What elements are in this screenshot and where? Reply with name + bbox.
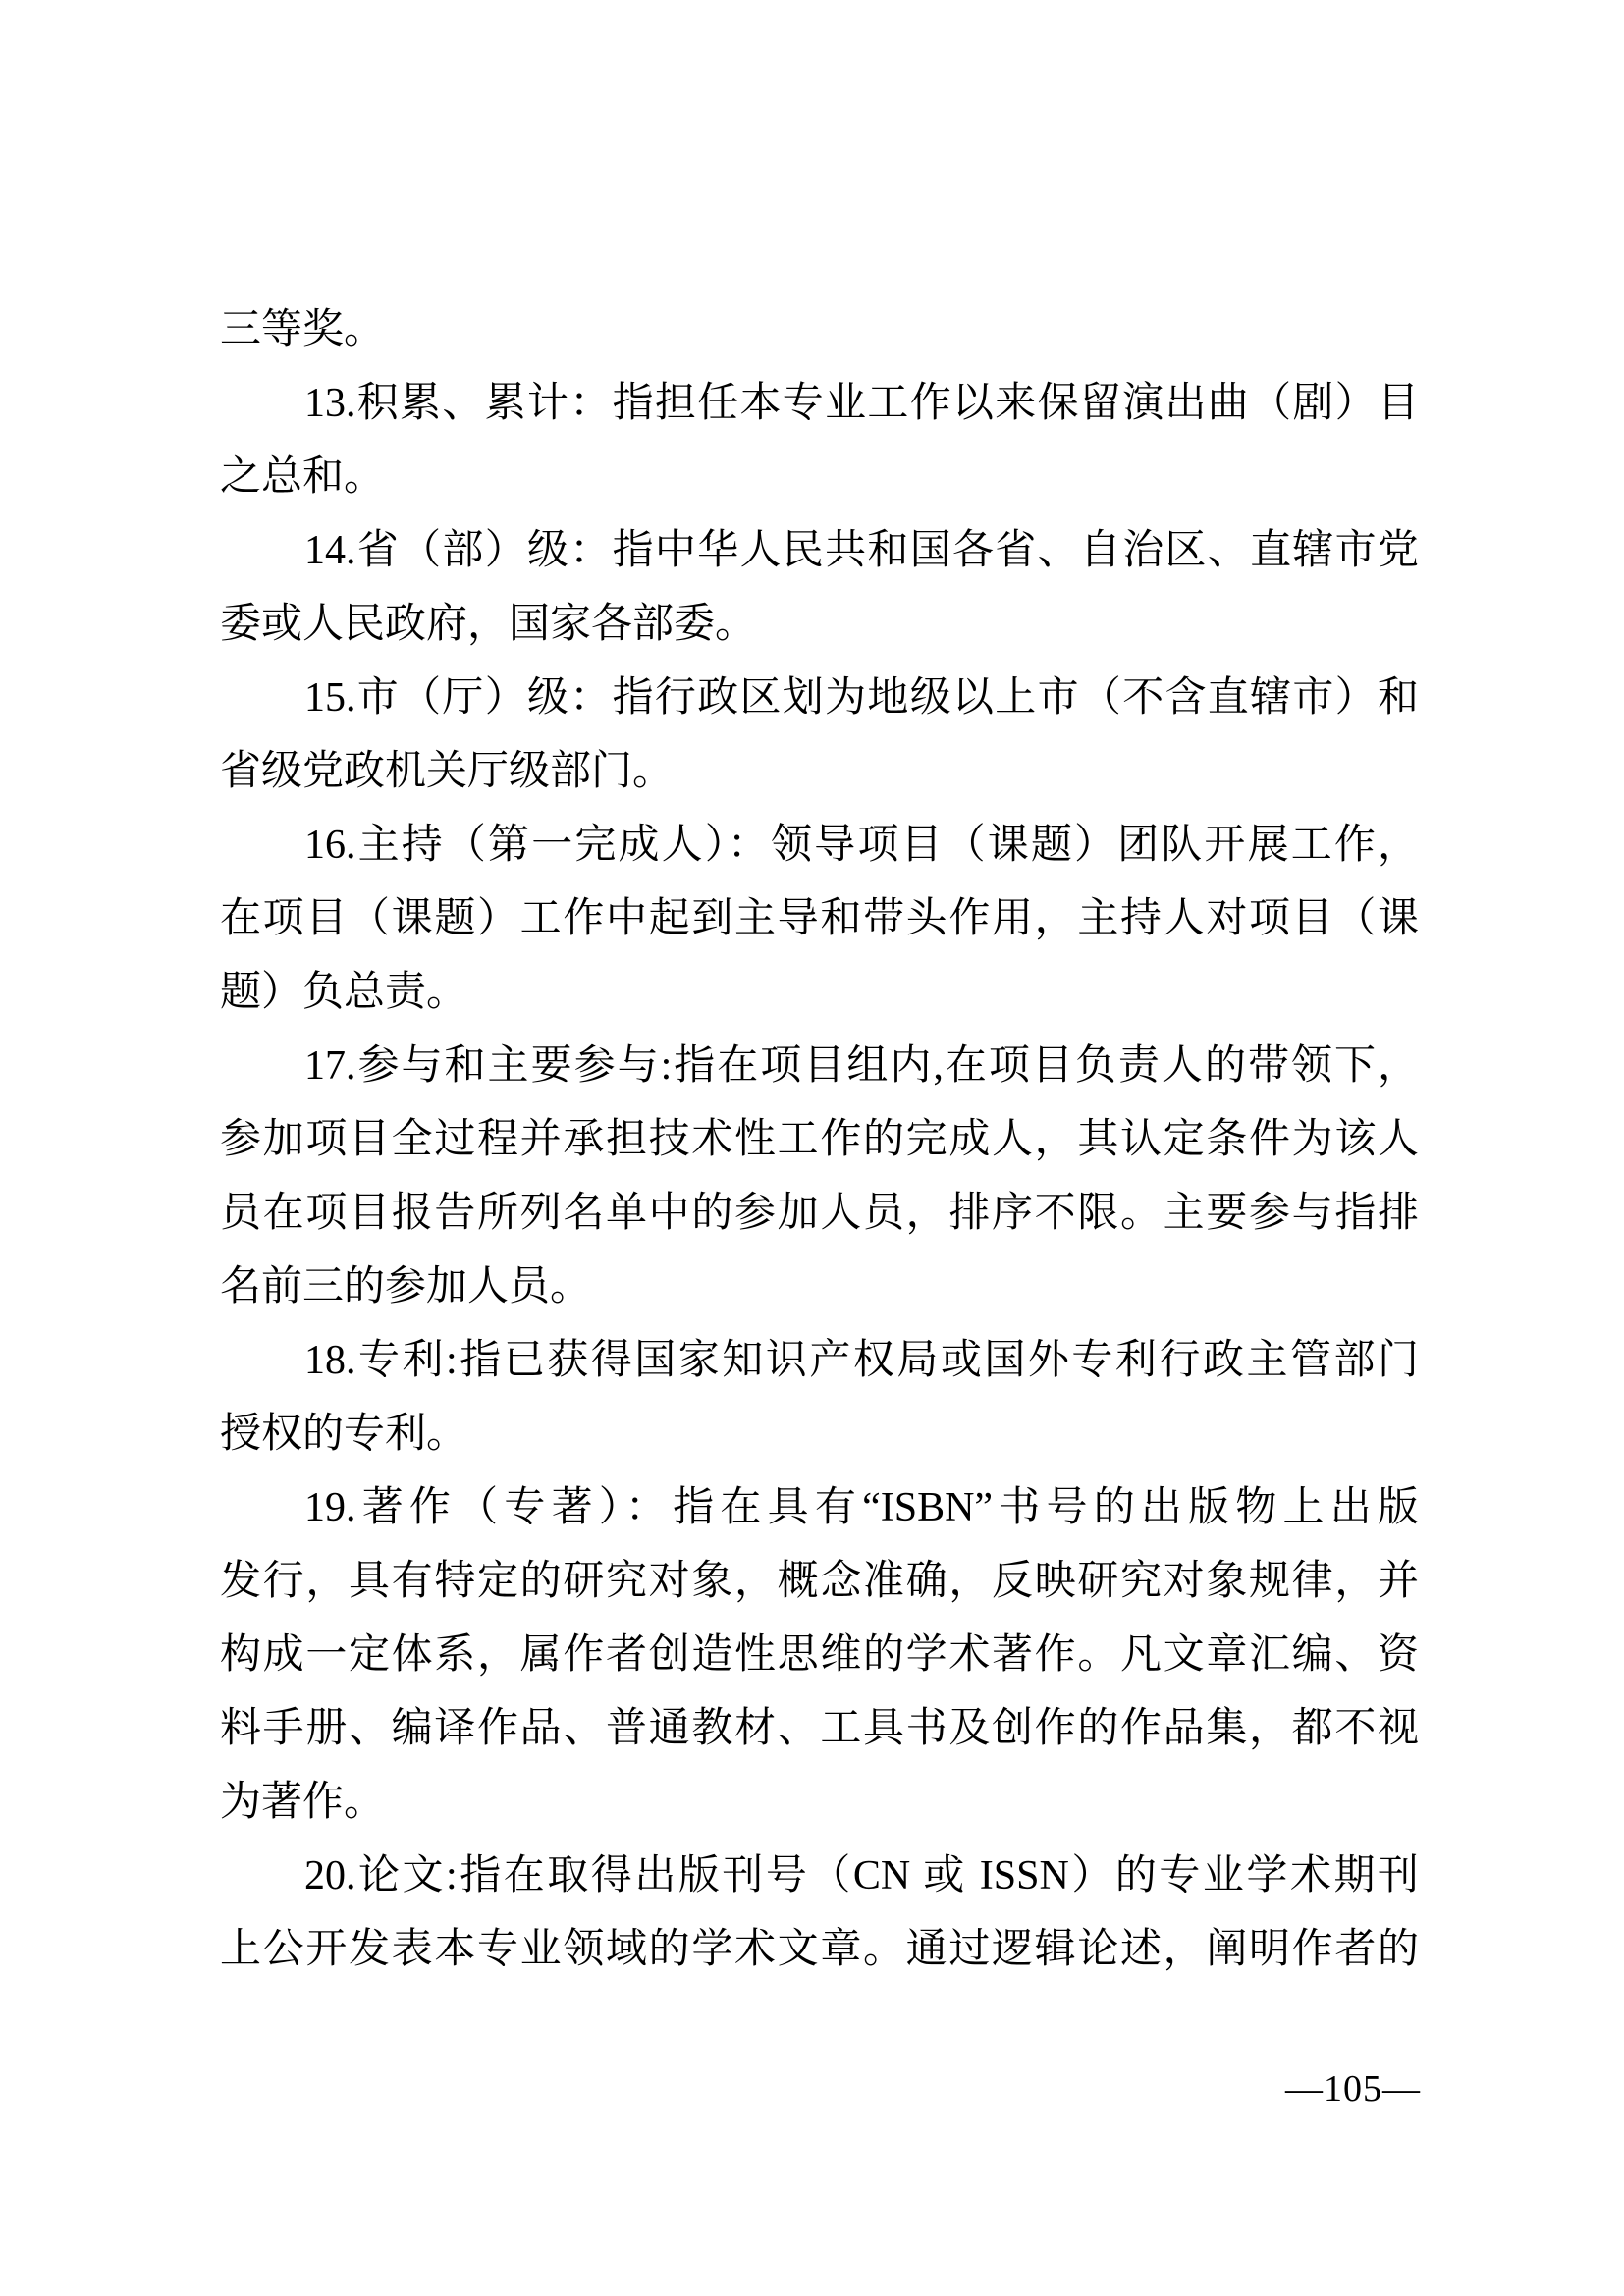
paragraph-continuation <box>220 294 1419 367</box>
text-line: 18.专利:指已获得国家知识产权局或国外专利行政主管部门 <box>304 1338 1419 1383</box>
paragraph-item-14 <box>220 514 1419 662</box>
text-line: 为著作。 <box>220 1780 386 1825</box>
text-line: 省级党政机关厅级部门。 <box>220 749 675 794</box>
paragraph-item-18 <box>220 1324 1419 1471</box>
text-line: 参加项目全过程并承担技术性工作的完成人，其认定条件为该人 <box>220 1117 1419 1162</box>
text-line: 构成一定体系，属作者创造性思维的学术著作。凡文章汇编、资 <box>220 1632 1419 1678</box>
paragraph-item-17 <box>220 1030 1419 1324</box>
text-line: 20.论文:指在取得出版刊号（CN 或 ISSN）的专业学术期刊 <box>304 1853 1419 1898</box>
text-line: 委或人民政府，国家各部委。 <box>220 602 757 647</box>
paragraph-item-13 <box>220 367 1419 514</box>
paragraph-item-20 <box>220 1840 1419 1987</box>
text-line: 14.省（部）级：指中华人民共和国各省、自治区、直辖市党 <box>304 528 1419 573</box>
text-line: 在项目（课题）工作中起到主导和带头作用，主持人对项目（课 <box>220 896 1419 941</box>
text-line: 发行，具有特定的研究对象，概念准确，反映研究对象规律，并 <box>220 1559 1419 1604</box>
document-body <box>220 294 1419 1987</box>
text-line: 15.市（厅）级：指行政区划为地级以上市（不含直辖市）和 <box>304 675 1419 721</box>
paragraph-item-15 <box>220 662 1419 809</box>
text-line: 17.参与和主要参与:指在项目组内,在项目负责人的带领下， <box>304 1043 1419 1089</box>
paragraph-item-16 <box>220 809 1419 1030</box>
text-line: 上公开发表本专业领域的学术文章。通过逻辑论述，阐明作者的 <box>220 1927 1419 1972</box>
page-number: —105— <box>1285 2068 1421 2109</box>
text-line: 料手册、编译作品、普通教材、工具书及创作的作品集，都不视 <box>220 1706 1419 1751</box>
text-line: 名前三的参加人员。 <box>220 1264 592 1309</box>
text-line: 19.著作（专著）：指在具有“ISBN”书号的出版物上出版 <box>304 1485 1419 1530</box>
text-line: 三等奖。 <box>220 307 386 352</box>
text-line: 题）负总责。 <box>220 970 468 1015</box>
text-line: 员在项目报告所列名单中的参加人员，排序不限。主要参与指排 <box>220 1191 1419 1236</box>
text-line: 13.积累、累计：指担任本专业工作以来保留演出曲（剧）目 <box>304 381 1419 426</box>
paragraph-item-19 <box>220 1471 1419 1840</box>
text-line: 16.主持（第一完成人）：领导项目（课题）团队开展工作， <box>304 823 1419 868</box>
text-line: 授权的专利。 <box>220 1412 468 1457</box>
text-line: 之总和。 <box>220 454 386 500</box>
